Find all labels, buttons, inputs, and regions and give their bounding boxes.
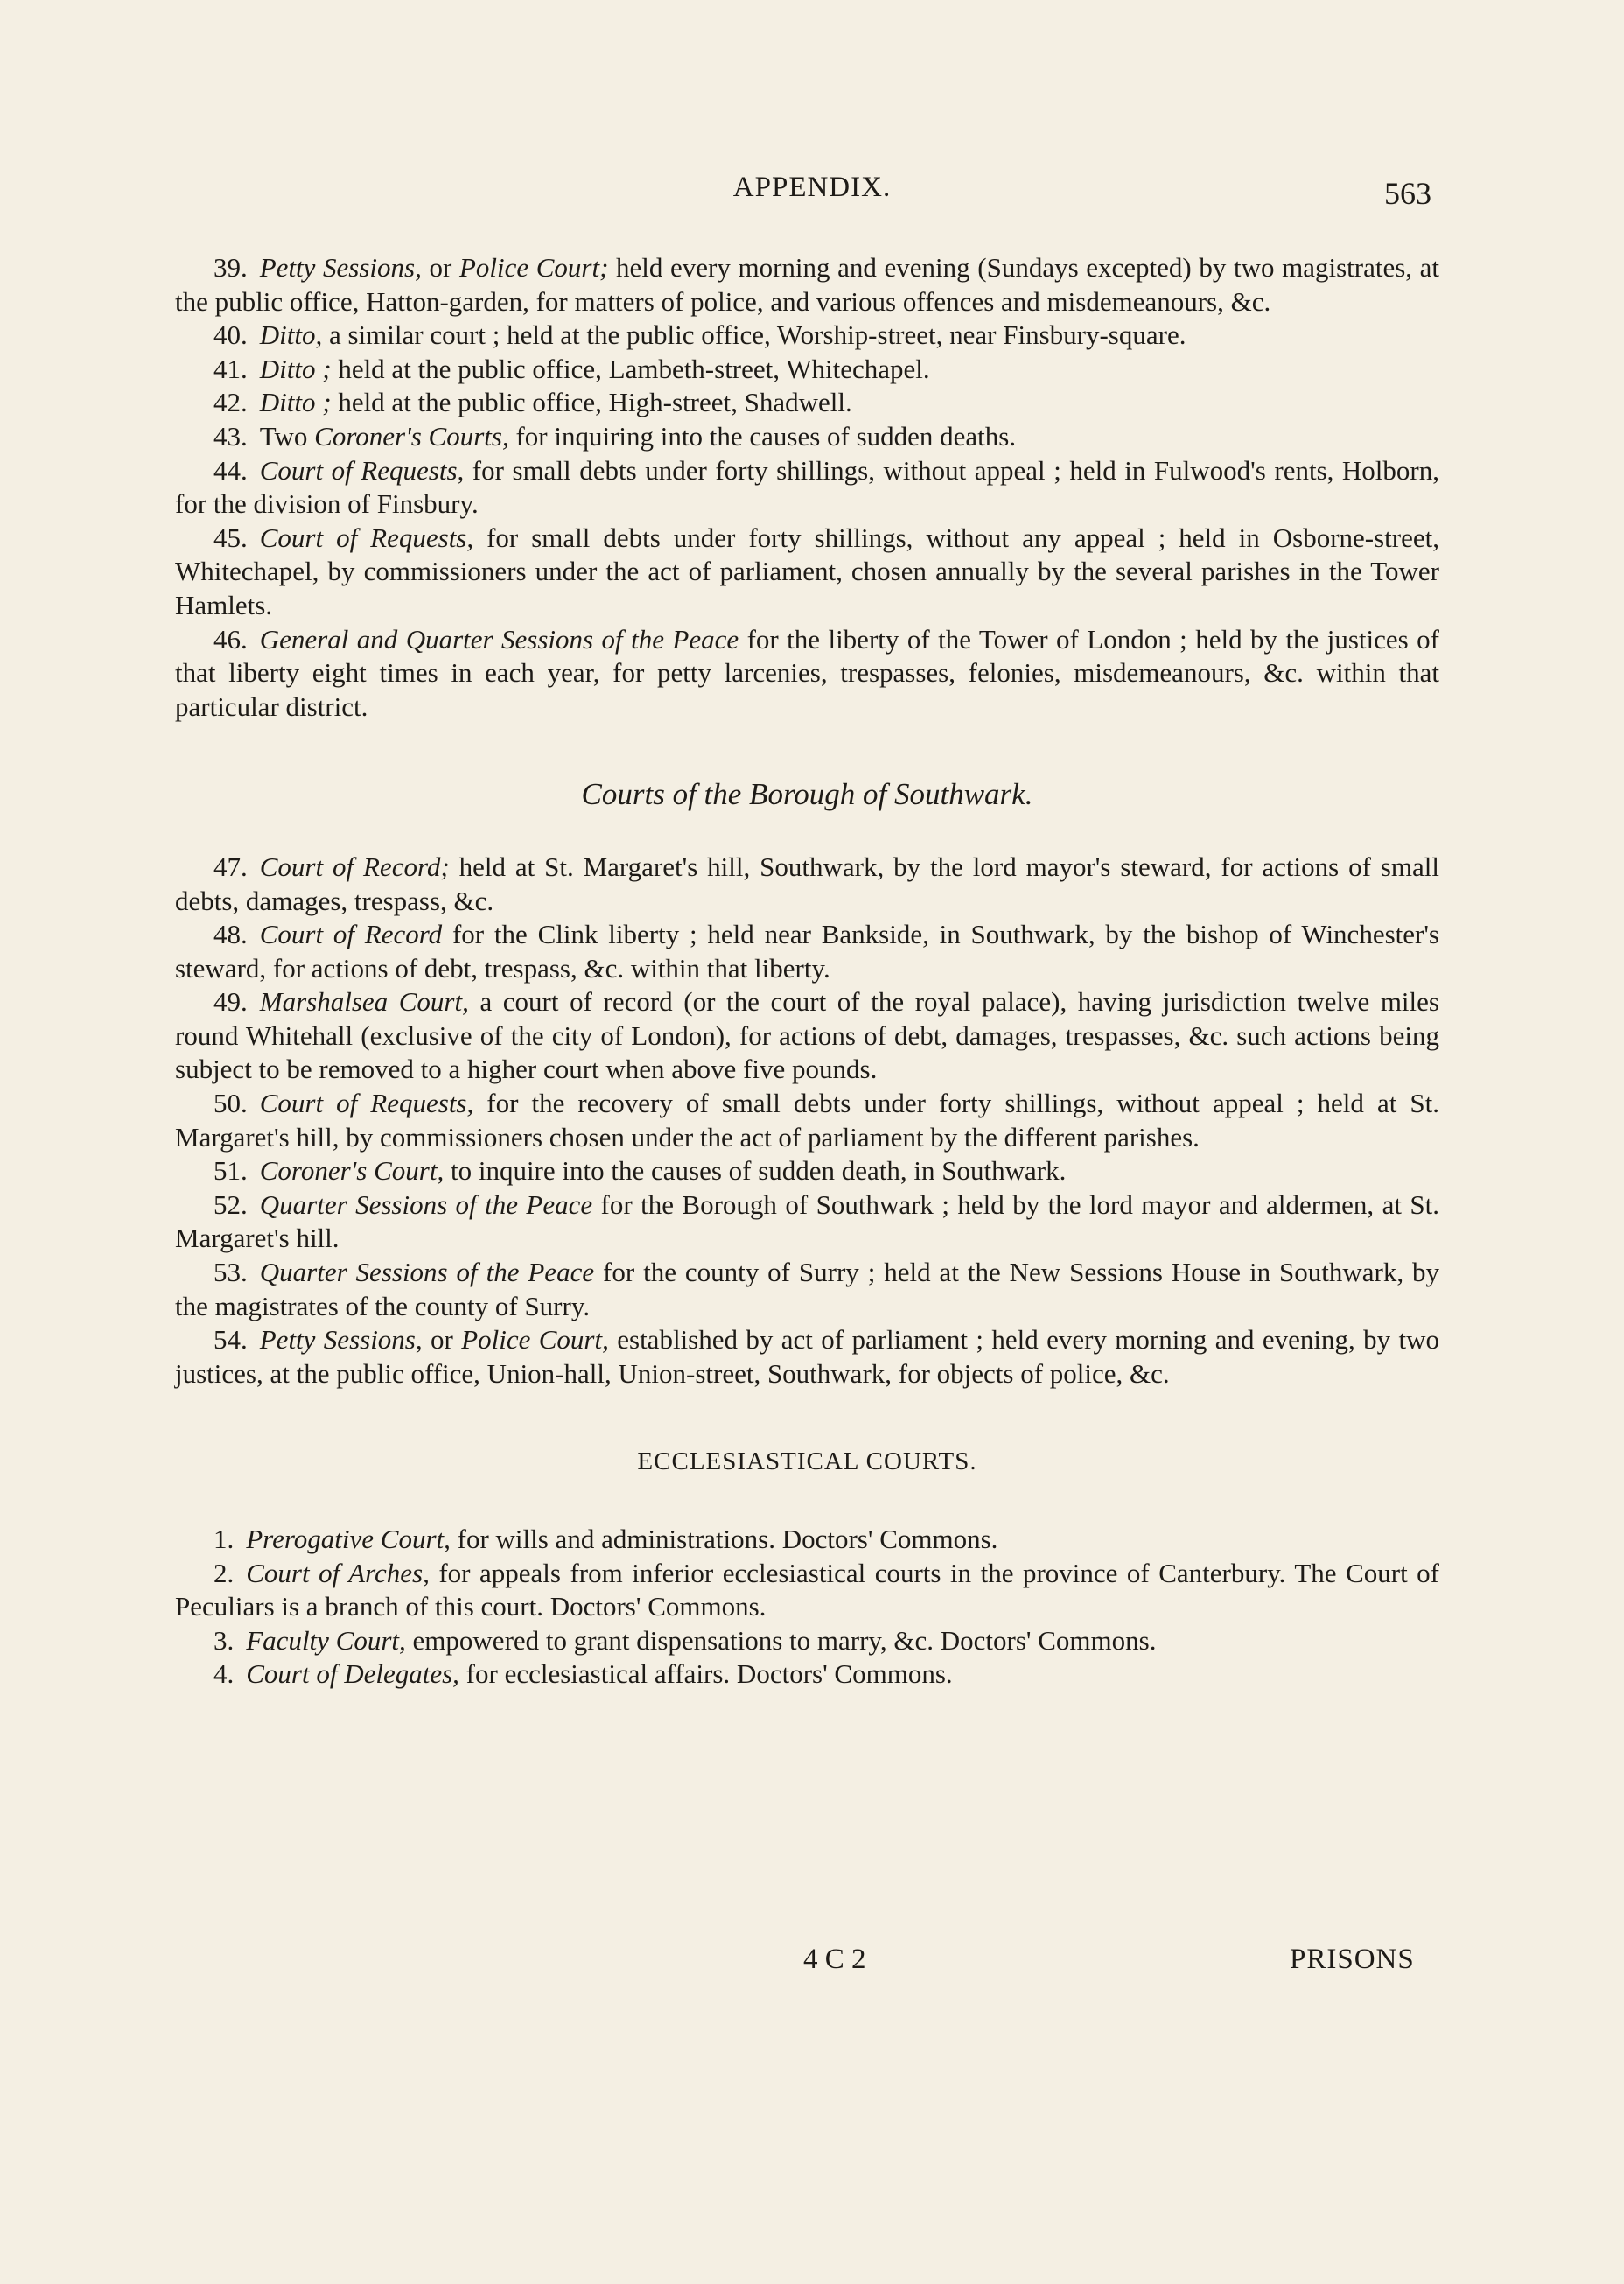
court-name: Prerogative Court, bbox=[246, 1524, 451, 1554]
court-entry bbox=[175, 454, 1439, 522]
court-name: Faculty Court, bbox=[246, 1624, 406, 1656]
signature-mark: 4 C 2 bbox=[803, 1944, 866, 1975]
entry-number: 53. bbox=[214, 1257, 248, 1288]
court-name-secondary: Police Court; bbox=[458, 252, 609, 283]
entry-text: or bbox=[421, 252, 459, 283]
court-entry bbox=[175, 1557, 1439, 1624]
entry-number: 40. bbox=[214, 319, 248, 351]
entry-number: 41. bbox=[214, 353, 248, 384]
entry-number: 51. bbox=[214, 1155, 248, 1187]
court-name-secondary: Police Court, bbox=[461, 1324, 609, 1356]
court-entry bbox=[175, 1624, 1439, 1658]
court-entry bbox=[175, 1087, 1439, 1154]
entry-number: 48. bbox=[214, 919, 248, 950]
court-entry bbox=[175, 522, 1439, 623]
entry-text: held at the public office, Lambeth-street, Whitechapel. bbox=[331, 353, 930, 384]
entry-number: 49. bbox=[214, 986, 248, 1018]
court-entry bbox=[175, 251, 1439, 319]
entry-number: 3. bbox=[214, 1624, 234, 1656]
court-entry bbox=[175, 1188, 1439, 1256]
entry-number: 47. bbox=[214, 851, 248, 882]
court-name: Court of Record; bbox=[259, 851, 450, 882]
court-name: Court of Arches, bbox=[246, 1557, 430, 1588]
court-entry bbox=[175, 353, 1439, 387]
ecclesiastical-courts-list bbox=[175, 1523, 1439, 1692]
court-name: Quarter Sessions of the Peace bbox=[259, 1257, 595, 1288]
entry-text: for the liberty of the Tower of London ; held by the justices of that liberty eight times in each year, for petty larcenies, trespasses, felonies, misdemeanours, &c. within that particular district. bbox=[175, 623, 1440, 722]
entry-text: for the Borough of Southwark ; held by the lord mayor and aldermen, at St. Margaret's hill. bbox=[175, 1188, 1440, 1254]
entry-number: 45. bbox=[214, 522, 248, 553]
court-entry bbox=[175, 1323, 1439, 1391]
ecclesiastical-heading: ECCLESIASTICAL COURTS. bbox=[637, 1447, 977, 1476]
court-name: Ditto ; bbox=[259, 387, 332, 418]
southwark-heading: Courts of the Borough of Southwark. bbox=[581, 777, 1033, 812]
court-name: Marshalsea Court, bbox=[259, 986, 469, 1018]
entry-text: for the recovery of small debts under forty shillings, without appeal ; held at St. Margaret's hill, by commissioners chosen under the act of parliament by the different parishes. bbox=[175, 1088, 1439, 1153]
entry-text: for small debts under forty shillings, without any appeal ; held in Osborne-street, Whitechapel, by commissioners under the act of parliament, chosen annually by the several parishes in the Tower Hamlets. bbox=[175, 522, 1439, 620]
entry-number: 52. bbox=[214, 1188, 248, 1220]
court-entry bbox=[175, 1256, 1439, 1323]
court-name: General and Quarter Sessions of the Peace bbox=[259, 623, 739, 655]
court-entry bbox=[175, 623, 1439, 725]
entry-text: for appeals from inferior ecclesiastical courts in the province of Canterbury. The Court of Peculiars is a branch of this court. Doctors' Commons. bbox=[175, 1557, 1440, 1622]
court-name: Court of Requests, bbox=[259, 522, 474, 553]
entry-number: 39. bbox=[214, 252, 248, 283]
court-entry bbox=[175, 985, 1439, 1087]
entry-text: held at St. Margaret's hill, Southwark, by the lord mayor's steward, for actions of small debts, damages, trespass, &c. bbox=[175, 851, 1439, 916]
entry-number: 4. bbox=[214, 1658, 234, 1690]
court-entry bbox=[175, 918, 1439, 985]
court-name-secondary: Coroner's Courts, bbox=[314, 420, 509, 452]
entry-number: 44. bbox=[214, 454, 248, 486]
court-name: Coroner's Court, bbox=[259, 1155, 444, 1187]
catchword: PRISONS bbox=[1290, 1944, 1415, 1975]
court-name: Petty Sessions, bbox=[259, 252, 422, 283]
entry-number: 42. bbox=[214, 387, 248, 418]
court-name: Quarter Sessions of the Peace bbox=[259, 1188, 593, 1220]
entry-number: 54. bbox=[214, 1324, 248, 1356]
entry-number: 43. bbox=[214, 420, 248, 452]
entry-text: for the county of Surry ; held at the New Sessions House in Southwark, by the magistrates of the county of Surry. bbox=[175, 1257, 1439, 1321]
court-entry bbox=[175, 319, 1439, 353]
entry-text: for small debts under forty shillings, without appeal ; held in Fulwood's rents, Holborn, for the division of Finsbury. bbox=[175, 454, 1439, 520]
entry-text: Two bbox=[259, 420, 315, 452]
page-number: 563 bbox=[1384, 176, 1432, 211]
court-entry bbox=[175, 851, 1439, 918]
court-name: Court of Delegates, bbox=[246, 1658, 459, 1690]
court-name: Court of Requests, bbox=[259, 454, 465, 486]
entry-number: 46. bbox=[214, 623, 248, 655]
london-courts-list bbox=[175, 251, 1439, 724]
entry-text: for the Clink liberty ; held near Bankside, in Southwark, by the bishop of Winchester's steward, for actions of debt, trespass, &c. within that liberty. bbox=[175, 919, 1439, 984]
entry-text: to inquire into the causes of sudden death, in Southwark. bbox=[444, 1155, 1067, 1187]
entry-text: for ecclesiastical affairs. Doctors' Commons. bbox=[458, 1658, 953, 1690]
entry-text-rest: for inquiring into the causes of sudden deaths. bbox=[508, 420, 1017, 452]
court-entry bbox=[175, 1657, 1439, 1692]
entry-text-rest: held every morning and evening (Sundays excepted) by two magistrates, at the public office, Hatton-garden, for matters of police, and various offences and misdemeanours, &c. bbox=[175, 252, 1440, 317]
entry-text: a court of record (or the court of the royal palace), having jurisdiction twelve miles round Whitehall (exclusive of the city of London), for actions of debt, damages, trespasses, &c. such actions being subject to be removed to a higher court when above five pounds. bbox=[175, 986, 1439, 1085]
southwark-courts-list bbox=[175, 851, 1439, 1391]
entry-text-rest: established by act of parliament ; held every morning and evening, by two justices, at the public office, Union-hall, Union-street, Southwark, for objects of police, &c. bbox=[175, 1324, 1439, 1389]
running-header: APPENDIX. bbox=[732, 172, 892, 203]
page-body bbox=[175, 251, 1439, 1692]
court-name: Petty Sessions, bbox=[259, 1324, 423, 1356]
entry-number: 1. bbox=[214, 1524, 234, 1554]
court-name: Court of Record bbox=[259, 919, 443, 950]
court-name: Ditto, bbox=[259, 319, 323, 351]
entry-text: held at the public office, High-street, Shadwell. bbox=[331, 387, 852, 418]
court-entry bbox=[175, 420, 1439, 454]
entry-number: 50. bbox=[214, 1088, 248, 1119]
entry-number: 2. bbox=[214, 1557, 234, 1588]
court-name: Court of Requests, bbox=[259, 1088, 474, 1119]
entry-text: or bbox=[422, 1324, 462, 1356]
court-name: Ditto ; bbox=[259, 353, 332, 384]
entry-text: for wills and administrations. Doctors' Commons. bbox=[450, 1524, 998, 1554]
court-entry bbox=[175, 386, 1439, 420]
entry-text: empowered to grant dispensations to marry, &c. Doctors' Commons. bbox=[405, 1624, 1157, 1656]
court-entry bbox=[175, 1154, 1439, 1188]
court-entry bbox=[175, 1523, 1439, 1557]
entry-text: a similar court ; held at the public office, Worship-street, near Finsbury-square. bbox=[322, 319, 1186, 351]
